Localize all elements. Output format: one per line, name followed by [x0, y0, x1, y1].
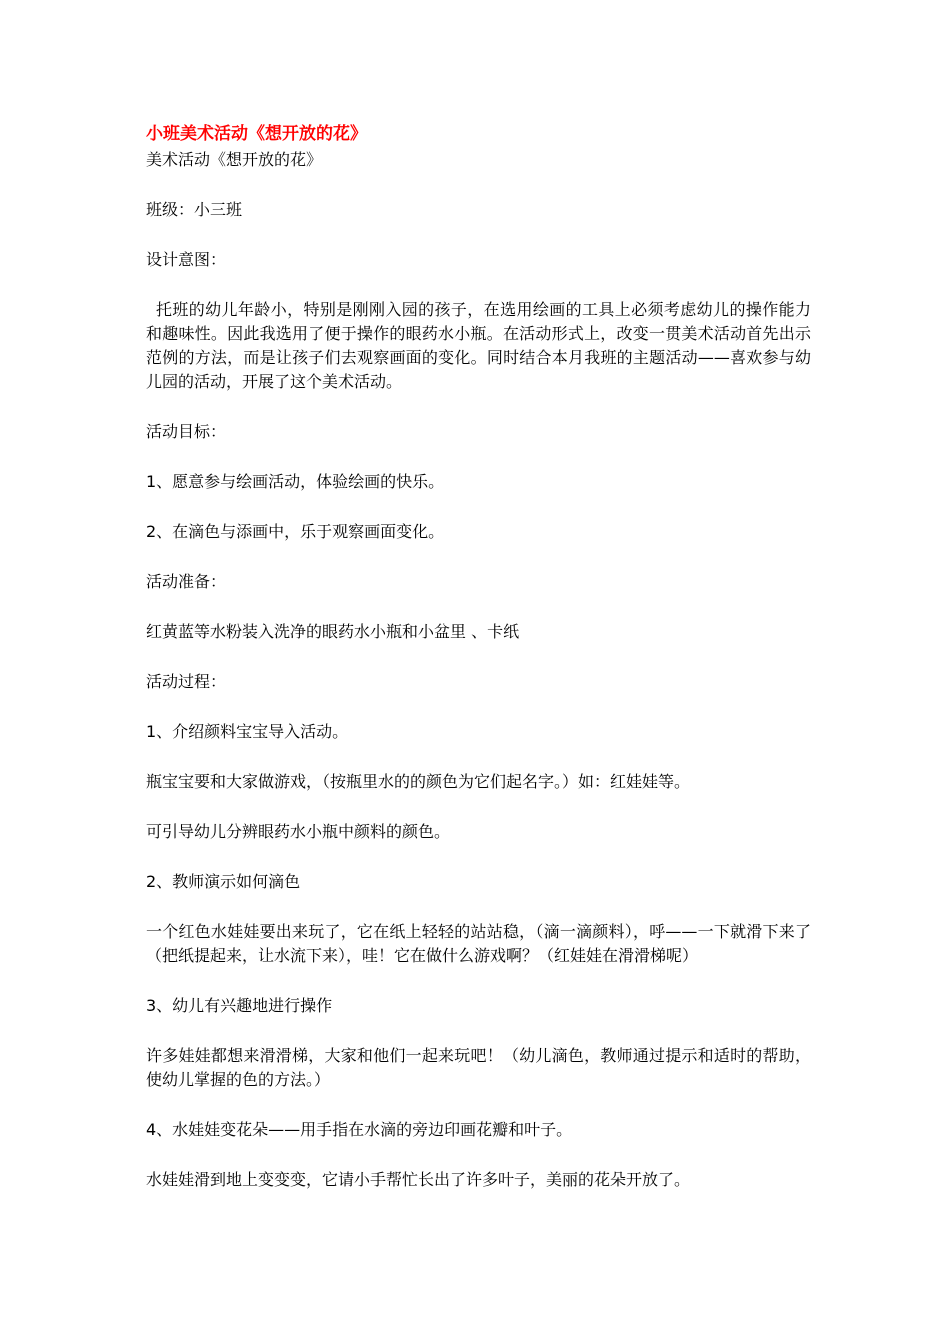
document-title: 小班美术活动《想开放的花》 [146, 124, 367, 144]
process-step-1-text-b: 可引导幼儿分辨眼药水小瓶中颜料的颜色。 [146, 822, 451, 841]
process-step-4: 4、水娃娃变花朵——用手指在水滴的旁边印画花瓣和叶子。 [146, 1120, 573, 1139]
process-step-2: 2、教师演示如何滴色 [146, 872, 301, 891]
process-step-3-text: 许多娃娃都想来滑滑梯，大家和他们一起来玩吧！（幼儿滴色，教师通过提示和适时的帮助，使幼儿掌握的色的方法。） [146, 1046, 811, 1089]
class-line: 班级：小三班 [146, 200, 243, 219]
process-step-1: 1、介绍颜料宝宝导入活动。 [146, 722, 349, 741]
process-heading: 活动过程： [146, 672, 227, 691]
goal-item-1: 1、愿意参与绘画活动，体验绘画的快乐。 [146, 472, 445, 491]
prep-text: 红黄蓝等水粉装入洗净的眼药水小瓶和小盆里 、卡纸 [146, 622, 520, 641]
process-step-3: 3、幼儿有兴趣地进行操作 [146, 996, 333, 1015]
process-step-4-text: 水娃娃滑到地上变变变，它请小手帮忙长出了许多叶子，美丽的花朵开放了。 [146, 1170, 691, 1189]
prep-heading: 活动准备： [146, 572, 227, 591]
process-step-2-text: 一个红色水娃娃要出来玩了，它在纸上轻轻的站站稳，（滴一滴颜料），呼——一下就滑下来了（把纸提起来，让水流下来），哇！它在做什么游戏啊？（红娃娃在滑滑梯呢） [146, 922, 811, 965]
goal-item-2: 2、在滴色与添画中，乐于观察画面变化。 [146, 522, 445, 541]
goals-heading: 活动目标： [146, 422, 227, 441]
design-text: 托班的幼儿年龄小，特别是刚刚入园的孩子，在选用绘画的工具上必须考虑幼儿的操作能力和趣味性。因此我选用了便于操作的眼药水小瓶。在活动形式上，改变一贯美术活动首先出示范例的方法，而是让孩子们去观察画面的变化。同时结合本月我班的主题活动——喜欢参与幼儿园的活动，开展了这个美术活动。 [146, 300, 811, 391]
design-heading: 设计意图： [146, 250, 227, 269]
document-page [146, 122, 811, 1192]
document-subtitle: 美术活动《想开放的花》 [146, 150, 323, 169]
process-step-1-text-a: 瓶宝宝要和大家做游戏，（按瓶里水的的颜色为它们起名字。）如：红娃娃等。 [146, 772, 691, 791]
